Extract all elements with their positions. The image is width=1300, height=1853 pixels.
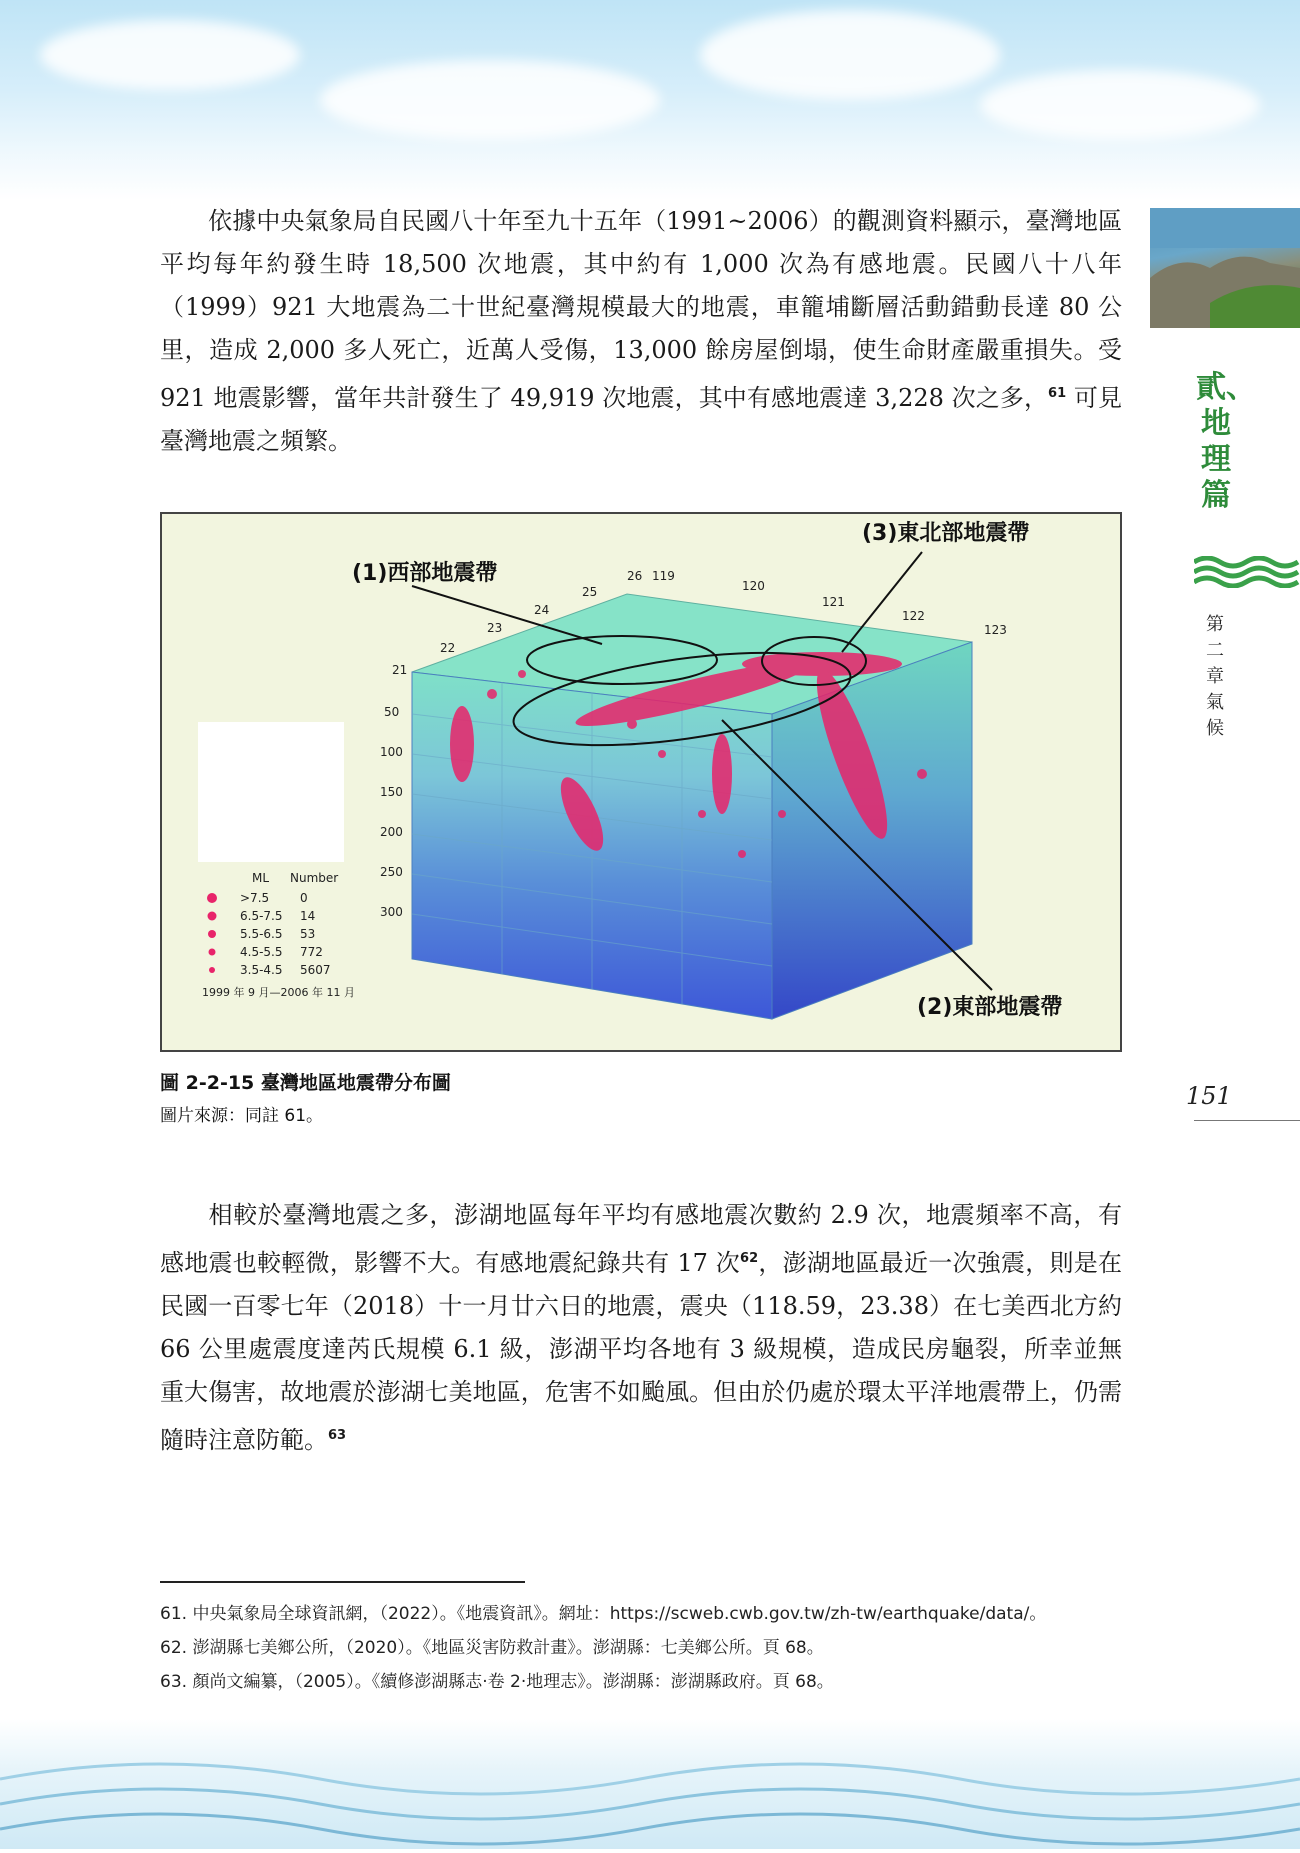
legend-header-number: Number <box>290 871 339 885</box>
paragraph-penghu-earthquakes: 相較於臺灣地震之多，澎湖地區每年平均有感地震次數約 2.9 次，地震頻率不高，有感地震也較輕微，影響不大。有感地震紀錄共有 17 次$^{62}$，澎湖地區最近一次強震，則是在民國一百零七年（2018）十一月廿六日的地震，震央（118.59，23.38）在七美西北方約 66 公里處震度達芮氏規模 6.1 級，澎湖平均各地有 3 級規模，造成民房龜裂，所幸並無重大傷害，故地震於澎湖七美地區，危害不如颱風。但由於仍處於環太平洋地震帶上，仍需隨時注意防範。$^{63}$ <box>160 1201 1123 1454</box>
legend-count: 772 <box>300 945 323 959</box>
lat-label: 22 <box>440 641 456 655</box>
legend-range: >7.5 <box>240 891 270 905</box>
lon-label: 121 <box>822 595 845 609</box>
footnote-61: 61. 中央氣象局全球資訊網，（2022）。《地震資訊》。網址：https://scweb.cwb.gov.tw/zh-tw/earthquake/data/。 <box>160 1604 1047 1624</box>
lat-label: 24 <box>534 603 550 617</box>
paragraph-taiwan-earthquakes: 依據中央氣象局自民國八十年至九十五年（1991~2006）的觀測資料顯示，臺灣地區平均每年約發生時 18,500 次地震，其中約有 1,000 次為有感地震。民國八十八年（1999）921 大地震為二十世紀臺灣規模最大的地震，車籠埔斷層活動錯動長達 80 公里，造成 2,000 多人死亡，近萬人受傷，13,000 餘房屋倒塌，使生命財產嚴重損失。受 921 地震影響，當年共計發生了 49,919 次地震，其中有感地震達 3,228 次之多，$^{61}$ 可見臺灣地震之頻繁。 <box>160 207 1122 455</box>
legend-header-ml: ML <box>252 871 270 885</box>
depth-label: 100 <box>380 745 403 759</box>
lat-label: 23 <box>487 621 503 635</box>
figure-source: 圖片來源：同註 61。 <box>160 1106 324 1126</box>
depth-label: 150 <box>380 785 403 799</box>
page-number-rule <box>1194 1120 1300 1121</box>
legend-count: 14 <box>300 909 316 923</box>
depth-label: 300 <box>380 905 403 919</box>
legend-count: 53 <box>300 927 316 941</box>
lon-label: 122 <box>902 609 925 623</box>
lat-label: 26 <box>627 569 643 583</box>
depth-label: 50 <box>384 705 400 719</box>
earthquake-3d-block <box>162 514 1120 1050</box>
label-east-zone: (2)東部地震帶 <box>917 995 1063 1020</box>
page-number: 151 <box>1186 1082 1232 1110</box>
footnote-ref-63[interactable]: 63 <box>328 1428 347 1443</box>
footnote-ref-62[interactable]: 62 <box>740 1251 759 1266</box>
legend-range: 4.5-5.5 <box>240 945 283 959</box>
lon-label: 123 <box>984 623 1007 637</box>
depth-label: 250 <box>380 865 403 879</box>
legend-count: 0 <box>300 891 308 905</box>
lat-label: 25 <box>582 585 598 599</box>
magnitude-legend <box>202 871 355 999</box>
depth-label: 200 <box>380 825 403 839</box>
lon-label: 120 <box>742 579 765 593</box>
lat-label: 21 <box>392 663 408 677</box>
coast-photo <box>1150 208 1300 328</box>
label-west-zone: (1)西部地震帶 <box>352 561 498 586</box>
sky-header-background <box>0 0 1300 200</box>
blank-panel <box>198 722 344 862</box>
wave-footer-background <box>0 1719 1300 1849</box>
footnote-63: 63. 顏尚文編纂，（2005）。《續修澎湖縣志‧卷 2‧地理志》。澎湖縣：澎湖縣政府。頁 68。 <box>160 1672 834 1692</box>
side-chapter-label: 第二章 氣候 <box>1206 614 1224 739</box>
footnote-divider <box>160 1581 525 1583</box>
legend-range: 3.5-4.5 <box>240 963 283 977</box>
label-northeast-zone: (3)東北部地震帶 <box>862 521 1030 546</box>
legend-range: 5.5-6.5 <box>240 927 283 941</box>
side-section-title: 貳、地理篇 <box>1196 370 1256 513</box>
side-wave-decoration <box>1194 556 1300 588</box>
footnote-ref-61[interactable]: 61 <box>1048 386 1067 401</box>
legend-range: 6.5-7.5 <box>240 909 283 923</box>
figure-caption: 圖 2-2-15 臺灣地區地震帶分布圖 <box>160 1072 451 1094</box>
legend-period: 1999 年 9 月—2006 年 11 月 <box>202 986 355 999</box>
legend-count: 5607 <box>300 963 331 977</box>
footnote-62: 62. 澎湖縣七美鄉公所，（2020）。《地區災害防救計畫》。澎湖縣：七美鄉公所。頁 68。 <box>160 1638 824 1658</box>
earthquake-zone-figure <box>160 512 1122 1052</box>
lon-label: 119 <box>652 569 675 583</box>
